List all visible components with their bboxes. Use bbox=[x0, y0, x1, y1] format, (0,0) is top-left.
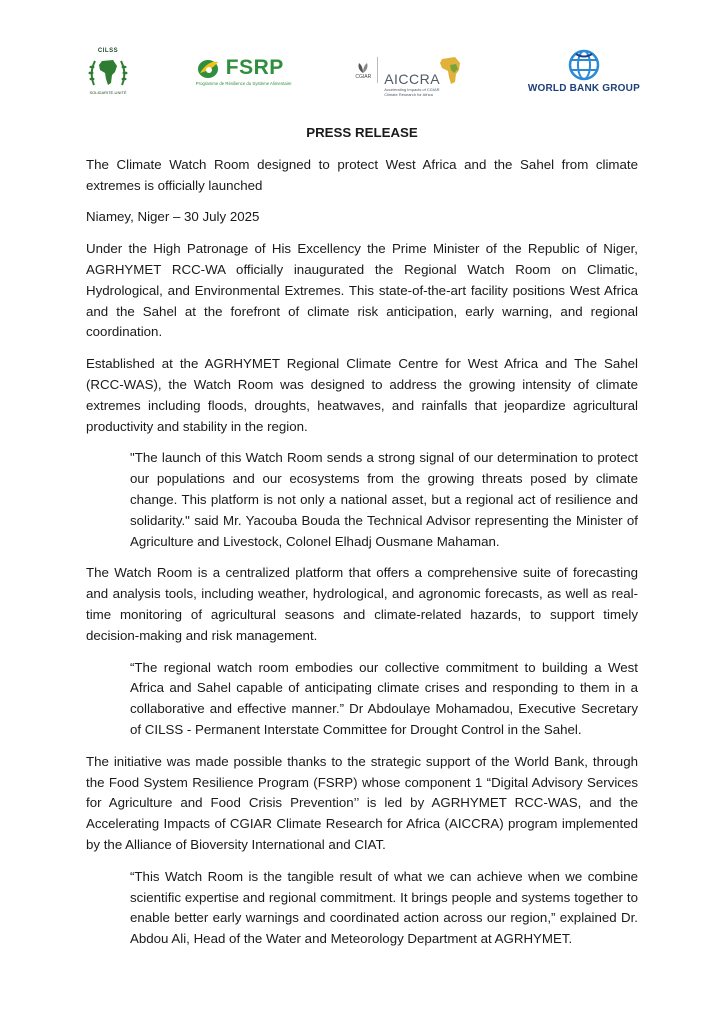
fsrp-logo-tagline: Programme de Résilience du Système Alimentaire bbox=[195, 81, 292, 86]
fsrp-logo-row bbox=[196, 56, 284, 80]
cgiar-logo-name: CGIAR bbox=[355, 74, 372, 80]
worldbank-logo bbox=[528, 49, 640, 94]
cgiar-aiccra-logo bbox=[355, 45, 464, 97]
fsrp-logo-name: FSRP bbox=[225, 56, 284, 79]
partner-logos bbox=[84, 40, 640, 102]
aiccra-logo bbox=[384, 55, 464, 97]
paragraph-platform: The Watch Room is a centralized platform that offers a comprehensive suite of forecasting and analysis tools, including weather, hydrological, and agronomic forecasts, as well as real-time monitoring of agricultural seasons and climate-related hazards, to support timely decision-making and risk management. bbox=[86, 565, 638, 643]
paragraph-intro: Under the High Patronage of His Excellency the Prime Minister of the Republic of Niger, AGRHYMET RCC-WA officially inaugurated the Regional Watch Room on Climatic, Hydrological, and Environmental Extremes. This state-of-the-art facility positions West Africa and the Sahel at the forefront of climate risk anticipation, early warning, and regional coordination. bbox=[86, 241, 638, 340]
paragraph-established: Established at the AGRHYMET Regional Climate Centre for West Africa and The Sahel (RCC-WAS), the Watch Room was designed to address the growing intensity of climate extremes including floods, droughts, heatwaves, and rainfalls that jeopardize agricultural productivity and stability in the region. bbox=[86, 356, 638, 434]
document-title: PRESS RELEASE bbox=[306, 125, 418, 140]
dateline: Niamey, Niger – 30 July 2025 bbox=[86, 209, 260, 225]
aiccra-logo-tagline: Accelerating Impacts of CGIAR Climate Research for Africa bbox=[384, 87, 440, 97]
quote-abdou-ali: “This Watch Room is the tangible result of what we can achieve when we combine scientific expertise and regional commitment. It brings people and systems together to enable better early warnings and coordinated action across our region,” explained Dr. Abdou Ali, Head of the Water and Meteorology Department at AGRHYMET. bbox=[130, 868, 638, 947]
logo-divider bbox=[377, 57, 378, 83]
cilss-logo-motto: SOLIDARITÉ-UNITÉ bbox=[89, 89, 127, 95]
quote-yacouba-bouda: "The launch of this Watch Room sends a strong signal of our determination to protect our populations and our ecosystems from the growing threats posed by climate change. This platform is not only a national asset, but a regional act of resilience and solidarity." said Mr. Yacouba Bouda the Technical Advisor representing the Minister of Agriculture and Livestock, Colonel Elhadj Ousmane Mahaman. bbox=[130, 450, 638, 549]
fsrp-logo bbox=[196, 56, 292, 86]
fsrp-leaf-icon bbox=[196, 56, 222, 80]
globe-icon bbox=[568, 49, 600, 81]
cilss-emblem-icon bbox=[86, 55, 130, 89]
cilss-logo-name: CILSS bbox=[97, 47, 119, 54]
press-release-body bbox=[86, 123, 638, 961]
headline: The Climate Watch Room designed to protect West Africa and the Sahel from climate extremes is officially launched bbox=[86, 156, 638, 193]
africa-map-icon bbox=[438, 55, 464, 85]
worldbank-logo-name: WORLD BANK GROUP bbox=[527, 82, 640, 94]
cilss-logo bbox=[84, 48, 132, 95]
cgiar-leaf-icon bbox=[357, 63, 369, 73]
cgiar-logo bbox=[355, 63, 371, 80]
paragraph-initiative: The initiative was made possible thanks to the strategic support of the World Bank, through the Food System Resilience Program (FSRP) whose component 1 “Digital Advisory Services for Agriculture and Food Crisis Prevention’’ is led by AGRHYMET RCC-WAS, and the Accelerating Impacts of CGIAR Climate Research for Africa (AICCRA) program implemented by the Alliance of Bioversity International and CIAT. bbox=[86, 753, 638, 852]
aiccra-logo-name: AICCRA bbox=[384, 71, 441, 87]
quote-abdoulaye-mohamadou: “The regional watch room embodies our collective commitment to building a West Africa and Sahel capable of anticipating climate crises and responding to them in a collaborative and effective manner.” Dr Abdoulaye Mohamadou, Executive Secretary of CILSS - Permanent Interstate Committee for Drought Control in the Sahel. bbox=[130, 659, 638, 737]
